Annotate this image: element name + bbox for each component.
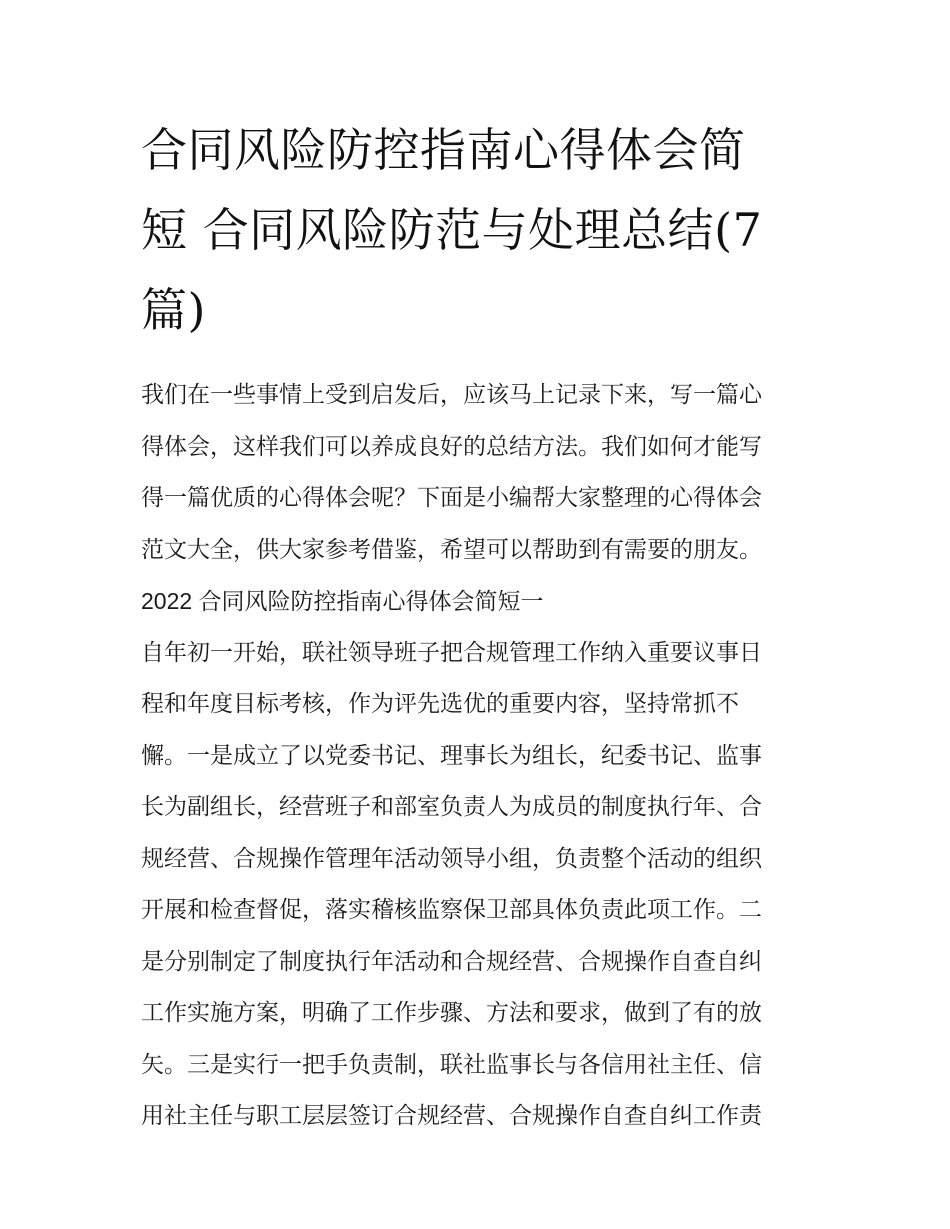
document-title — [141, 110, 813, 350]
text-line: 自年初一开始，联社领导班子把合规管理工作纳入重要议事日 — [141, 639, 762, 666]
text-line: 用社主任与职工层层签订合规经营、合规操作自查自纠工作责 — [141, 1103, 762, 1129]
text-line: 懈。一是成立了以党委书记、理事长为组长，纪委书记、监事 — [141, 742, 762, 769]
text-line: 范文大全，供大家参考借鉴，希望可以帮助到有需要的朋友。 — [141, 536, 762, 563]
title-line: 合同风险防控指南心得体会简 — [141, 123, 746, 177]
text-line: 我们在一些事情上受到启发后，应该马上记录下来，写一篇心 — [141, 382, 762, 408]
title-line: 短 合同风险防范与处理总结(7 — [141, 203, 763, 257]
section-paragraph — [141, 628, 813, 1143]
text-line: 工作实施方案，明确了工作步骤、方法和要求，做到了有的放 — [141, 1000, 762, 1026]
intro-paragraph — [141, 370, 813, 576]
text-line: 矢。三是实行一把手负责制，联社监事长与各信用社主任、信 — [141, 1051, 762, 1078]
document-body — [141, 370, 813, 1143]
text-line: 开展和检查督促，落实稽核监察保卫部具体负责此项工作。二 — [141, 897, 762, 923]
text-line: 规经营、合规操作管理年活动领导小组，负责整个活动的组织 — [141, 845, 762, 872]
text-line: 得一篇优质的心得体会呢？下面是小编帮大家整理的心得体会 — [141, 485, 762, 511]
text-line: 程和年度目标考核，作为评先选优的重要内容，坚持常抓不 — [141, 691, 739, 717]
text-line: 是分别制定了制度执行年活动和合规经营、合规操作自查自纠 — [141, 948, 762, 975]
text-line: 长为副组长，经营班子和部室负责人为成员的制度执行年、合 — [141, 794, 762, 820]
text-line: 得体会，这样我们可以养成良好的总结方法。我们如何才能写 — [141, 433, 762, 460]
section-heading: 2022 合同风险防控指南心得体会简短一 — [141, 588, 544, 614]
document-page — [141, 110, 813, 1143]
title-line: 篇) — [141, 283, 206, 337]
